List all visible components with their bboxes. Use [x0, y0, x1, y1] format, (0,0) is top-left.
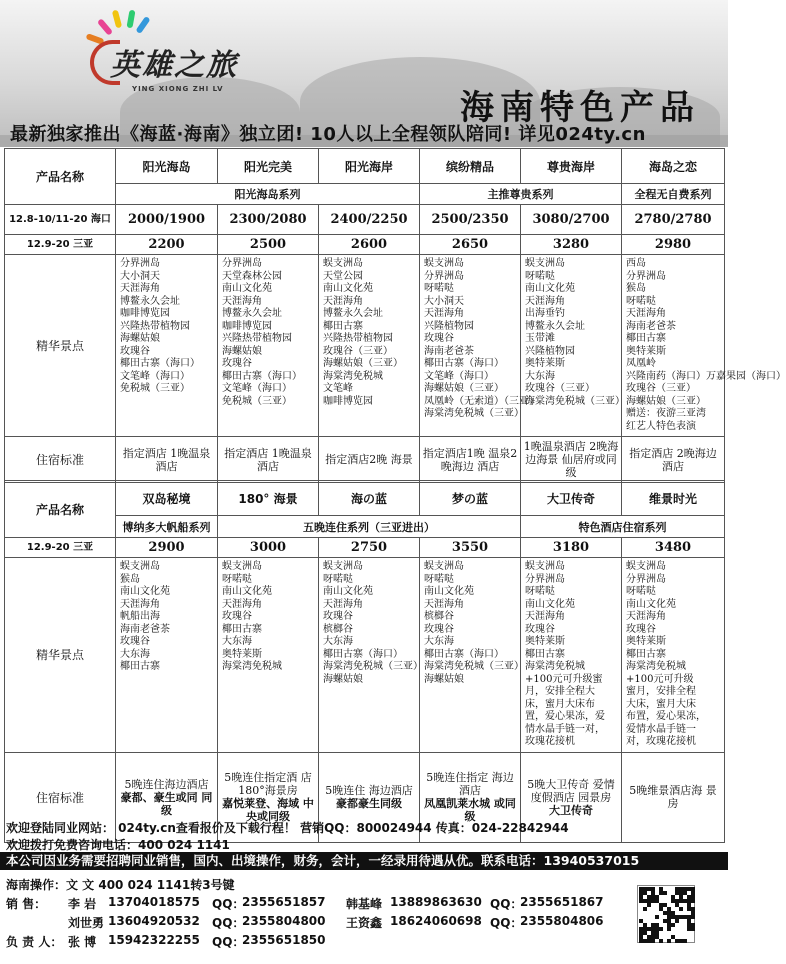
product-name: 海岛之恋 — [622, 149, 725, 184]
contact-name: 刘世勇 — [68, 916, 105, 930]
spot-item: 天涯海角 — [525, 295, 565, 307]
qr-code-icon — [637, 885, 695, 943]
spot-item: 对，玫瑰花接机 — [626, 736, 696, 747]
hotel-cell: 指定酒店 1晚温泉酒店 — [218, 437, 319, 483]
spot-item: 咖啡博览园 — [323, 395, 373, 407]
contact-phone2: 18624060698 — [390, 914, 482, 928]
spot-item: 呀喏哒 — [323, 573, 353, 585]
spot-item: 咖啡博览园 — [222, 320, 272, 332]
spot-item: 呀喏哒 — [525, 586, 555, 597]
spot-item: 兴隆植物园 — [525, 345, 575, 357]
spot-item: 南山文化苑 — [424, 586, 474, 597]
hotel-cell: 指定酒店 2晚海边酒店 — [622, 437, 725, 483]
spot-item: 南山文化苑 — [525, 598, 575, 610]
spot-item: 蜈支洲岛 — [424, 561, 464, 572]
spot-item: 蜈支洲岛 — [120, 561, 160, 572]
spots-cell — [218, 558, 319, 753]
spot-item: 玫瑰谷（三亚） — [626, 383, 696, 394]
spot-item: 兴隆热带植物园 — [222, 333, 292, 344]
spot-item: 海南老爸茶 — [120, 623, 170, 635]
product-table-2 — [4, 480, 725, 843]
series-label: 主推尊贵系列 — [420, 184, 622, 205]
contact-qq-label: QQ： — [212, 897, 245, 911]
spot-item: 蜈支洲岛 — [525, 561, 565, 572]
product-name: 双岛秘境 — [116, 481, 218, 516]
period-label: 12.9-20 三亚 — [5, 538, 116, 558]
price-cell: 2980 — [622, 235, 725, 255]
spot-item: 兴隆热带植物园 — [323, 333, 393, 344]
contact-qq: 2355651857 — [242, 895, 326, 909]
spot-item: 文笔峰（海口） — [424, 370, 494, 382]
spot-item: 海螺姑娘 — [120, 333, 160, 344]
price-cell: 3280 — [521, 235, 622, 255]
spots-cell — [116, 255, 218, 437]
spot-item: 分界洲岛 — [626, 270, 666, 282]
spot-item: 海棠湾免税城（三亚） — [424, 661, 524, 672]
spots-cell — [420, 558, 524, 753]
product-name-label: 产品名称 — [5, 149, 116, 205]
spot-item: 椰田古寨 — [626, 333, 666, 344]
spot-item: 玫瑰谷 — [424, 333, 454, 344]
spots-cell — [319, 558, 423, 753]
spot-item: 蜈支洲岛 — [525, 258, 565, 269]
spot-item: 椰田古寨 — [626, 648, 666, 660]
product-name: 梦の蓝 — [420, 481, 521, 516]
spot-item: 大东海 — [323, 636, 353, 647]
product-table-1 — [4, 148, 786, 483]
spots-label: 精华景点 — [5, 558, 116, 753]
hotel-plain: 5晚维景酒店海 景房 — [629, 784, 717, 810]
spot-item: 博鳌永久会址 — [222, 308, 282, 319]
spots-cell — [521, 255, 625, 437]
spot-item: 椰田古寨 — [222, 623, 262, 635]
spot-item: 椰田古寨（海口） — [424, 648, 504, 660]
series-label: 特色酒店住宿系列 — [521, 516, 725, 538]
spot-item: 槟榔谷 — [323, 623, 353, 635]
spot-item: 天涯海角 — [626, 308, 666, 319]
spot-item: 赠送：夜游三亚湾 — [626, 408, 706, 419]
website-line: 欢迎登陆同业网站： 024ty.cn查看报价及下载行程！ 营销QQ：800024944 传真：024-22842944 — [6, 821, 569, 835]
price-cell: 2650 — [420, 235, 521, 255]
spot-item: 月，安排全程大 — [525, 686, 595, 697]
product-name: 大卫传奇 — [521, 481, 622, 516]
spot-item: 猴岛 — [120, 573, 140, 585]
spot-item: 分界洲岛 — [222, 258, 262, 269]
spot-item: 床，蜜月大床布 — [525, 698, 595, 710]
spot-item: 博鳌永久会址 — [120, 295, 180, 307]
spot-item: +100元可升级 — [626, 673, 694, 685]
spot-item: 南山文化苑 — [525, 283, 575, 294]
spot-item: 布置，爱心果冻， — [626, 711, 706, 722]
spot-item: 呀喏哒 — [525, 270, 555, 282]
contact-phone2: 13889863630 — [390, 895, 482, 909]
contact-name2: 王资鑫 — [346, 916, 383, 930]
header-banner — [0, 0, 728, 147]
spot-item: 海螺姑娘 — [323, 673, 363, 685]
spot-item: 分界洲岛 — [424, 270, 464, 282]
hotel-bold: 豪都、豪生或同 同级 — [120, 790, 213, 817]
contact-qq-label2: QQ： — [490, 916, 523, 930]
contact-name: 张 博 — [68, 935, 97, 949]
spot-item: 天涯海角 — [626, 611, 666, 622]
spot-item: 大东海 — [525, 370, 555, 382]
page-title: 海南特色产品 — [460, 88, 700, 128]
spot-item: 分界洲岛 — [525, 573, 565, 585]
spot-item: 情水晶手链一对， — [525, 723, 605, 735]
contact-name: 李 岩 — [68, 897, 97, 911]
product-name: 阳光海岸 — [319, 149, 420, 184]
spots-label: 精华景点 — [5, 255, 116, 437]
spot-item: 椰田古寨（海口） — [424, 358, 504, 369]
spot-item: 天涯海角 — [222, 598, 262, 610]
spots-cell — [521, 558, 622, 753]
spot-item: 海南老爸茶 — [626, 320, 676, 332]
spot-item: 海螺姑娘（三亚） — [626, 395, 706, 407]
spot-item: 咖啡博览园 — [120, 308, 170, 319]
spot-item: 大小洞天 — [120, 270, 160, 282]
spot-item: 分界洲岛 — [626, 573, 666, 585]
contact-qq: 2355804800 — [242, 914, 326, 928]
spot-item: 海棠湾免税城（三亚） — [424, 408, 524, 419]
spot-item: 天涯海角 — [222, 295, 262, 307]
price-cell: 3480 — [622, 538, 725, 558]
spot-item: 呀喏哒 — [222, 573, 252, 585]
spots-cell — [319, 255, 420, 437]
spot-item: 玫瑰谷 — [222, 358, 252, 369]
price-cell: 3180 — [521, 538, 622, 558]
spot-item: 免税城（三亚） — [222, 395, 292, 407]
spot-item: 呀喏哒 — [626, 295, 656, 307]
spot-item: 大东海 — [120, 648, 150, 660]
spot-item: 天涯海角 — [120, 598, 160, 610]
spot-item: 玫瑰谷 — [120, 636, 150, 647]
spot-item: 天涯海角 — [323, 598, 363, 610]
product-name: 尊贵海岸 — [521, 149, 622, 184]
spot-item: 海棠湾免税城 — [323, 370, 383, 382]
spot-item: 奥特莱斯 — [525, 636, 565, 647]
spot-item: +100元可升级蜜 — [525, 673, 603, 685]
spot-item: 海棠湾免税城（三亚） — [525, 395, 625, 407]
hotel-bold: 豪都豪生同级 — [336, 797, 402, 810]
price-cell: 3000 — [218, 538, 319, 558]
spot-item: 博鳌永久会址 — [323, 308, 383, 319]
spot-item: 凤凰岭 — [626, 358, 656, 369]
spot-item: 帆船出海 — [120, 611, 160, 622]
price-cell: 2200 — [116, 235, 218, 255]
price-cell: 2780/2780 — [622, 205, 725, 235]
spot-item: 奥特莱斯 — [222, 648, 262, 660]
spot-item: 兴隆南药（海口）万嘉果园（海口） — [626, 370, 786, 382]
price-cell: 2600 — [319, 235, 420, 255]
spot-item: 凤凰岭（无索道）（三亚） — [424, 395, 539, 407]
tagline: 最新独家推出《海蓝·海南》独立团! 10人以上全程领队陪同! 详见024ty.cn — [10, 124, 646, 145]
contact-qq-label2: QQ： — [490, 897, 523, 911]
series-label: 全程无自费系列 — [622, 184, 725, 205]
hotline-line: 欢迎拨打免费咨询电话：400 024 1141 — [6, 838, 230, 852]
spot-item: 大床，蜜月大床 — [626, 698, 696, 710]
product-name: 海の蓝 — [319, 481, 420, 516]
spot-item: 天堂森林公园 — [222, 270, 282, 282]
spots-cell — [622, 255, 786, 437]
spot-item: 海棠湾免税城 — [525, 661, 585, 672]
spot-item: 蜈支洲岛 — [424, 258, 464, 269]
spot-item: 玫瑰谷 — [525, 623, 555, 635]
spot-item: 天涯海角 — [424, 598, 464, 610]
series-label: 博纳多大帆船系列 — [116, 516, 218, 538]
spot-item: 红艺人特色表演 — [626, 420, 696, 432]
spot-item: 海螺姑娘 — [424, 673, 464, 685]
spot-item: 猴岛 — [626, 283, 646, 294]
spots-cell — [218, 255, 319, 437]
series-label: 阳光海岛系列 — [116, 184, 420, 205]
hotel-plain: 5晚连住海边酒店 — [124, 777, 209, 791]
product-name: 阳光完美 — [218, 149, 319, 184]
contact-role: 销 售： — [6, 897, 47, 911]
spot-item: 南山文化苑 — [222, 586, 272, 597]
footer-contacts: 欢迎登陆同业网站： 024ty.cn查看报价及下载行程！ 营销QQ：800024944 传真：024-22842944 欢迎拨打免费咨询电话：400 024 1141 本公司因业务需要招聘同业销售，国内、出境操作，财务，会计，一经录用待遇从优。联系电话：13940537015 海南操作：文 文 400 024 1141转3号键 销 售： 李 岩 13704018575 QQ： 2355651857 韩基峰 13889863630 QQ： 2355651867 刘世勇 13604920532 QQ： 2355804800 王资鑫 18624060698 QQ： 2355804806 负 责 人： 张 博 15942322255 QQ： 2355651850 — [0, 815, 728, 964]
price-cell: 2500/2350 — [420, 205, 521, 235]
spot-item: 奥特莱斯 — [626, 345, 666, 357]
contact-qq-label: QQ： — [212, 916, 245, 930]
spot-item: 海棠湾免税城（三亚） — [323, 661, 423, 672]
spot-item: 分界洲岛 — [120, 258, 160, 269]
spot-item: 槟榔谷 — [424, 611, 454, 622]
spot-item: 蜈支洲岛 — [222, 561, 262, 572]
spot-item: 天堂公园 — [323, 270, 363, 282]
spot-item: 椰田古寨 — [525, 648, 565, 660]
spot-item: 出海垂钓 — [525, 308, 565, 319]
price-cell: 2000/1900 — [116, 205, 218, 235]
company-logo — [62, 10, 262, 100]
spot-item: 置，爱心果冻，爱 — [525, 711, 605, 722]
spot-item: 玫瑰谷（三亚） — [323, 345, 393, 357]
spot-item: 文笔峰（海口） — [222, 383, 292, 394]
spot-item: 蜈支洲岛 — [626, 561, 666, 572]
spot-item: 海螺姑娘 — [222, 345, 262, 357]
spot-item: 海螺姑娘（三亚） — [323, 358, 403, 369]
hotel-bold: 凤凰凯莱水城 或同级 — [424, 797, 516, 823]
contact-qq-label: QQ： — [212, 935, 245, 949]
spot-item: 天涯海角 — [323, 295, 363, 307]
product-name: 阳光海岛 — [116, 149, 218, 184]
spot-item: 奥特莱斯 — [525, 358, 565, 369]
spots-cell — [622, 558, 725, 753]
spot-item: 玫瑰谷 — [120, 345, 150, 357]
spot-item: 文笔峰（海口） — [120, 370, 190, 382]
price-cell: 2900 — [116, 538, 218, 558]
product-name: 维景时光 — [622, 481, 725, 516]
contact-phone: 13704018575 — [108, 895, 200, 909]
spot-item: 椰田古寨 — [323, 320, 363, 332]
hotel-bold: 嘉悦莱登、海域 中央或同级 — [222, 797, 314, 823]
hotel-label: 住宿标准 — [5, 437, 116, 483]
spot-item: 玫瑰花接机 — [525, 736, 575, 747]
hotel-plain: 5晚连住指定 海边酒店 — [426, 771, 514, 797]
spot-item: 玫瑰谷 — [323, 611, 353, 622]
logo-subtitle: YING XIONG ZHI LV — [132, 85, 224, 93]
spot-item: 椰田古寨（海口） — [222, 370, 302, 382]
price-cell: 3080/2700 — [521, 205, 622, 235]
spot-item: 海棠湾免税城 — [222, 661, 282, 672]
spot-item: 椰田古寨（海口） — [323, 648, 403, 660]
hotel-cell: 指定酒店1晚 温泉2晚海边 酒店 — [420, 437, 521, 483]
contact-name2: 韩基峰 — [346, 897, 383, 911]
spot-item: 玫瑰谷 — [424, 623, 454, 635]
hotel-bold: 大卫传奇 — [549, 803, 593, 817]
spot-item: 天涯海角 — [424, 308, 464, 319]
contact-phone: 13604920532 — [108, 914, 200, 928]
hotel-cell: 指定酒店 1晚温泉酒店 — [116, 437, 218, 483]
spot-item: 南山文化苑 — [323, 283, 373, 294]
product-name-label: 产品名称 — [5, 481, 116, 538]
spot-item: 博鳌永久会址 — [525, 320, 585, 332]
spot-item: 爱情水晶手链一 — [626, 723, 696, 735]
spot-item: 大小洞天 — [424, 295, 464, 307]
hotel-plain: 5晚连住指定酒 店180°海景房 — [224, 771, 312, 797]
spot-item: 南山文化苑 — [120, 586, 170, 597]
product-name: 180° 海景 — [218, 481, 319, 516]
spot-item: 大东海 — [424, 636, 454, 647]
contact-role: 负 责 人： — [6, 935, 63, 949]
period-label: 12.9-20 三亚 — [5, 235, 116, 255]
logo-text: 英雄之旅 — [110, 48, 238, 83]
hotel-cell: 1晚温泉酒店 2晚海边海景 仙居府或同级 — [521, 437, 622, 483]
spot-item: 呀喏哒 — [424, 283, 454, 294]
spot-item: 玫瑰谷 — [626, 623, 656, 635]
spot-item: 兴隆热带植物园 — [120, 320, 190, 332]
spot-item: 海南老爸茶 — [424, 345, 474, 357]
price-cell: 3550 — [420, 538, 521, 558]
spot-item: 呀喏哒 — [424, 573, 454, 585]
spot-item: 蜈支洲岛 — [323, 258, 363, 269]
hotel-label: 住宿标准 — [5, 752, 116, 842]
contact-phone: 15942322255 — [108, 933, 200, 947]
price-cell: 2300/2080 — [218, 205, 319, 235]
spot-item: 南山文化苑 — [323, 586, 373, 597]
spot-item: 玉带滩 — [525, 333, 555, 344]
spot-item: 蜜月，安排全程 — [626, 686, 696, 697]
spot-item: 西岛 — [626, 258, 646, 269]
hotel-cell: 指定酒店2晚 海景 — [319, 437, 420, 483]
spot-item: 海棠湾免税城 — [626, 661, 686, 672]
period-label: 12.8-10/11-20 海口 — [5, 205, 116, 235]
recruitment-notice: 本公司因业务需要招聘同业销售，国内、出境操作，财务，会计，一经录用待遇从优。联系电话：13940537015 — [0, 852, 728, 870]
spot-item: 椰田古寨（海口） — [120, 358, 200, 369]
hotel-plain: 5晚大卫传奇 爱情度假酒店 园景房 — [527, 777, 615, 804]
spot-item: 玫瑰谷（三亚） — [525, 383, 595, 394]
spot-item: 海螺姑娘（三亚） — [424, 383, 504, 394]
spot-item: 蜈支洲岛 — [323, 561, 363, 572]
spot-item: 玫瑰谷 — [222, 611, 252, 622]
price-cell: 2750 — [319, 538, 420, 558]
contact-qq2: 2355804806 — [520, 914, 604, 928]
price-cell: 2400/2250 — [319, 205, 420, 235]
spot-item: 文笔峰 — [323, 383, 353, 394]
spot-item: 呀喏哒 — [626, 586, 656, 597]
product-name: 缤纷精品 — [420, 149, 521, 184]
spot-item: 天涯海角 — [525, 611, 565, 622]
hotel-plain: 5晚连住 海边酒店 — [325, 784, 413, 797]
spot-item: 椰田古寨 — [120, 661, 160, 672]
spot-item: 南山文化苑 — [222, 283, 272, 294]
series-label: 五晚连住系列（三亚进出） — [218, 516, 521, 538]
spot-item: 兴隆植物园 — [424, 320, 474, 332]
spots-cell — [420, 255, 539, 437]
spot-item: 天涯海角 — [120, 283, 160, 294]
contact-qq: 2355651850 — [242, 933, 326, 947]
spot-item: 大东海 — [222, 636, 252, 647]
spot-item: 免税城（三亚） — [120, 383, 190, 394]
spots-cell — [116, 558, 218, 753]
spot-item: 南山文化苑 — [626, 598, 676, 610]
spot-item: 奥特莱斯 — [626, 636, 666, 647]
price-cell: 2500 — [218, 235, 319, 255]
contact-qq2: 2355651867 — [520, 895, 604, 909]
